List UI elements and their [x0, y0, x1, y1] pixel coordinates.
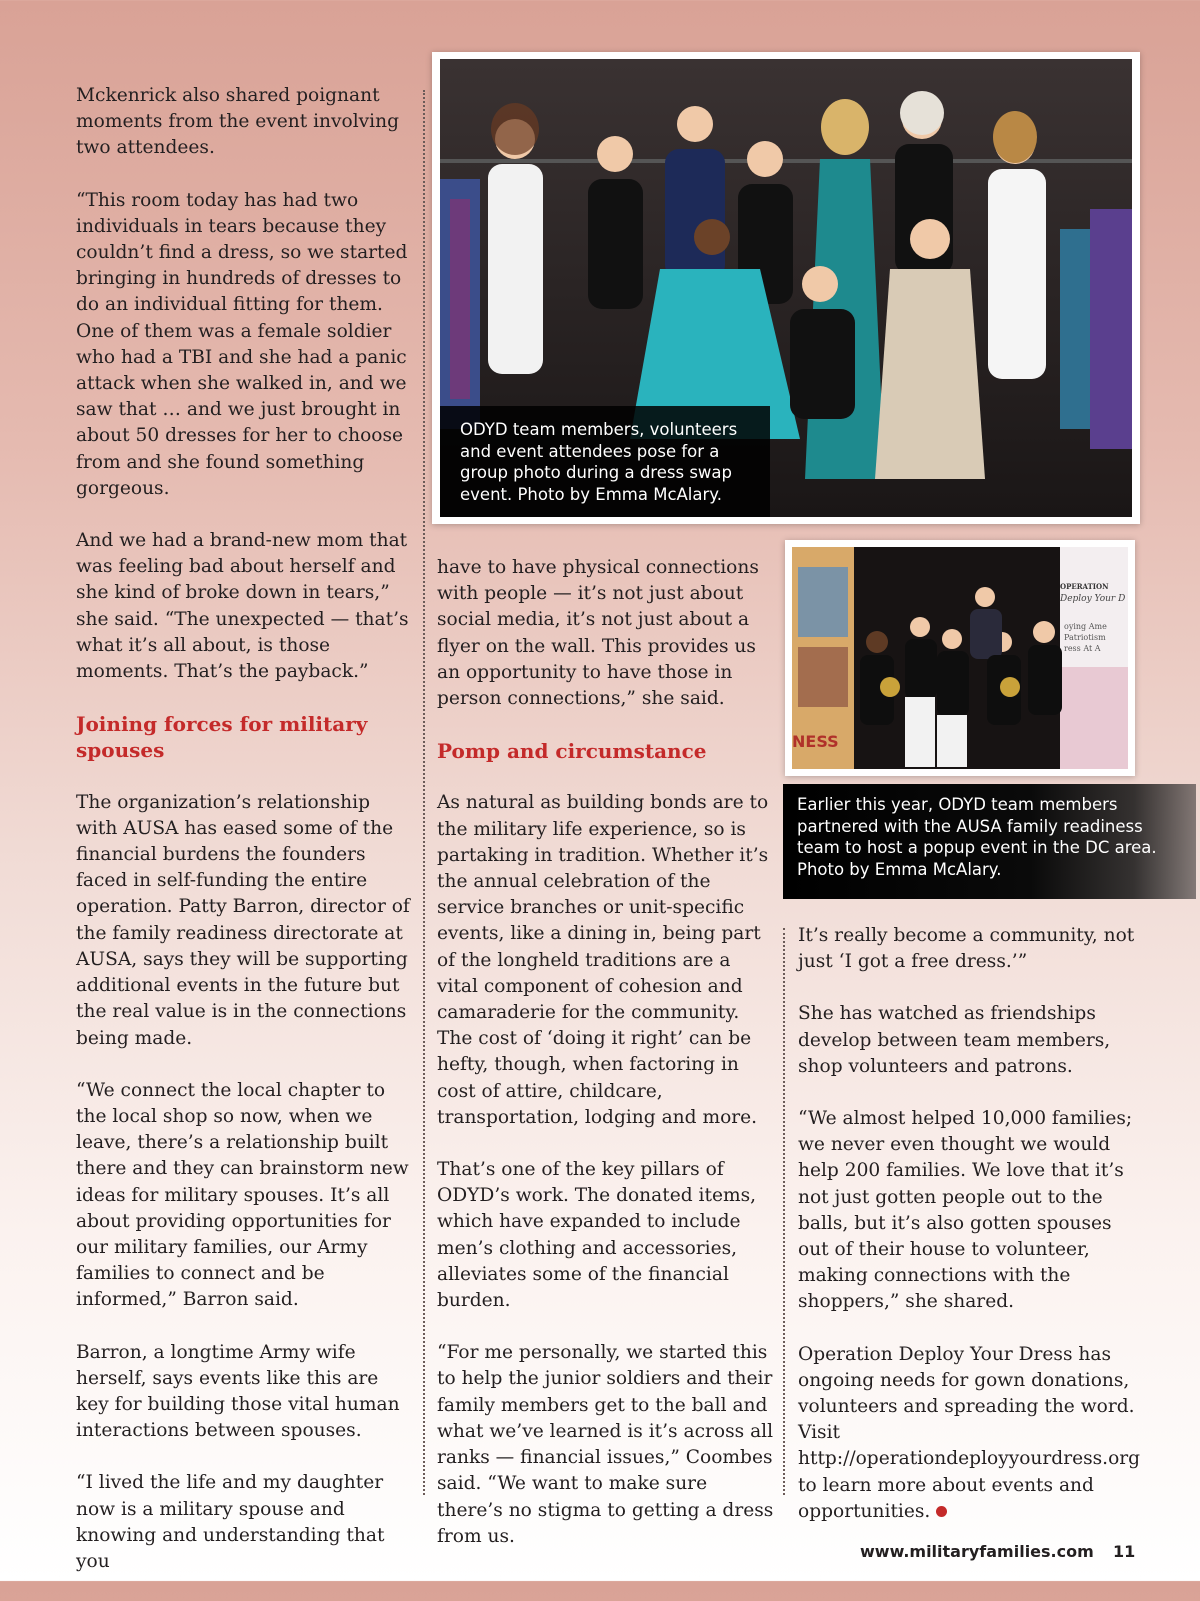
closing-text: Operation Deploy Your Dress has ongoing needs for gown donations, volunteers and spreading the word. Visit http://operationdeployyourdress.org to learn more about events and opportunities.	[798, 1343, 1141, 1522]
paragraph: And we had a brand-new mom that was feeling bad about herself and she kind of broke down in tears,” she said. “The unexpected — that’s what it’s all about, is those moments. That’s the payback.”	[76, 530, 409, 683]
paragraph	[798, 1342, 1143, 1525]
section-heading: Pomp and circumstance	[437, 739, 707, 764]
caption-text: ODYD team members, volunteers and event attendees pose for a group photo during a dress swap event. Photo by Emma McAlary.	[460, 420, 738, 504]
paragraph: As natural as building bonds are to the military life experience, so is partaking in tradition. Whether it’s the annual celebration of the service branches or unit-specific events, like a dining in, being part of the longheld traditions are a vital component of cohesion and camaraderie for the community. The cost of ‘doing it right’ can be hefty, though, when factoring in cost of attire, childcare, transportation, lodging and more.	[437, 792, 769, 1128]
paragraph: Barron, a longtime Army wife herself, says events like this are key for building those vital human interactions between spouses.	[76, 1341, 400, 1442]
banner-line: Patriotism	[1064, 633, 1106, 642]
paragraph: Mckenrick also shared poignant moments from the event involving two attendees.	[76, 85, 399, 159]
paragraph: “We connect the local chapter to the local shop so now, when we leave, there’s a relationship built there and they can brainstorm new ideas for military spouses. It’s all about providing opportunities for our military families, our Army families to connect and be informed,” Barron said.	[76, 1079, 409, 1311]
paragraph: “This room today has had two individuals in tears because they couldn’t find a dress, so we started bringing in hundreds of dresses to do an individual fitting for them. One of them was a female soldier who had a TBI and she had a panic attack when she walked in, and we saw that … and we just brought in about 50 dresses for her to choose from and she found something gorgeous.	[76, 189, 408, 499]
banner-line: ress At A	[1064, 644, 1101, 653]
paragraph: “For me personally, we started this to help the junior soldiers and their family members get to the ball and what we’ve learned is it’s across all ranks — financial issues,” Coombes said. “We want to make sure there’s no stigma to getting a dress from us.	[437, 1342, 774, 1547]
paragraph: She has watched as friendships develop between team members, shop volunteers and patrons.	[798, 1003, 1111, 1077]
banner-title: Deploy Your D	[1060, 594, 1126, 604]
photo-group-dress-swap	[432, 52, 1140, 524]
team-photo-illustration	[792, 547, 1128, 769]
column-divider	[783, 928, 785, 1495]
team-photo	[792, 547, 1128, 769]
paragraph: “We almost helped 10,000 families; we never even thought we would help 200 families. We love that it’s not just gotten people out to the balls, but it’s also gotten spouses out of their house to volunteer, making connections with the shoppers,” she shared.	[798, 1108, 1133, 1313]
banner-line: oying Ame	[1064, 622, 1107, 631]
column-divider	[423, 90, 425, 1495]
paragraph: have to have physical connections with people — it’s not just about social media, it’s not just about a flyer on the wall. This provides us an opportunity to have those in person connections,” she said.	[437, 557, 759, 710]
paragraph: The organization’s relationship with AUSA has eased some of the financial burdens the founders faced in self-funding the entire operation. Patty Barron, director of the family readiness directorate at AUSA, says they will be supporting additional events in the future but the real value is in the connections being made.	[76, 791, 410, 1049]
end-mark-icon	[936, 1506, 947, 1517]
photo-caption	[440, 406, 770, 517]
paragraph: It’s really become a community, not just ‘I got a free dress.’”	[798, 925, 1135, 973]
side-banner-text: NESS	[792, 732, 839, 751]
column-left	[76, 83, 414, 1601]
footer-url: www.militaryfamilies.com	[860, 1542, 1094, 1561]
column-right	[798, 923, 1143, 1551]
banner-brand: OPERATION	[1060, 582, 1109, 591]
page-number: 11	[1113, 1542, 1136, 1561]
photo-ausa-popup	[785, 540, 1135, 776]
section-heading: Joining forces for military spouses	[76, 712, 368, 763]
photo-caption	[783, 784, 1196, 899]
column-middle	[437, 555, 775, 1576]
paragraph: “I lived the life and my daughter now is a military spouse and knowing and understanding that you	[76, 1472, 385, 1572]
caption-text: Earlier this year, ODYD team members partnered with the AUSA family readiness team to host a popup event in the DC area. Photo by Emma McAlary.	[797, 795, 1157, 879]
paragraph: That’s one of the key pillars of ODYD’s work. The donated items, which have expanded to include men’s clothing and accessories, alleviates some of the financial burden.	[437, 1159, 757, 1312]
